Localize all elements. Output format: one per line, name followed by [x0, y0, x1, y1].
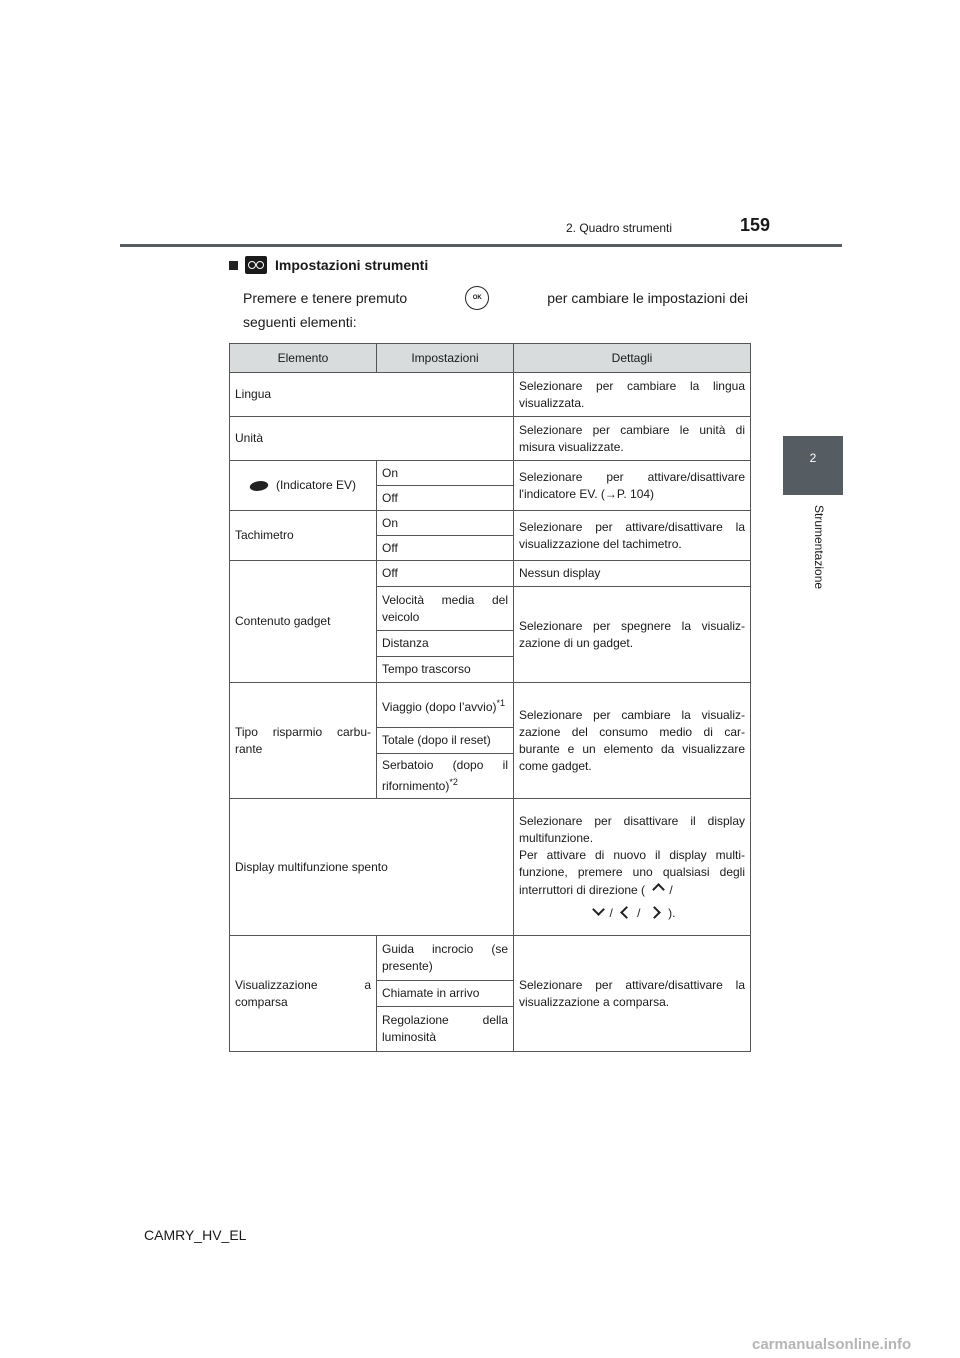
table-header-row — [230, 344, 751, 373]
cell-element: Contenuto gadget — [230, 561, 377, 683]
watermark: carmanualsonline.info — [752, 1336, 912, 1353]
intro-part2: per cambiare le impostazioni dei — [547, 290, 748, 306]
cell-setting: Distanza — [377, 631, 514, 657]
cell-element: Display multifunzione spento — [230, 799, 514, 936]
cell-setting: Totale (dopo il reset) — [377, 728, 514, 754]
chevron-left-icon — [620, 906, 633, 919]
table-row — [230, 561, 751, 587]
direction-icons: / / ). — [519, 905, 745, 922]
table-row — [230, 683, 751, 728]
col-header-elemento: Elemento — [230, 344, 377, 373]
table-row — [230, 417, 751, 461]
section-heading-text: Impostazioni strumenti — [275, 257, 429, 273]
cell-setting-text: Serbatoio (dopo il rifornimento) — [382, 758, 508, 793]
cell-details: Nessun display — [514, 561, 751, 587]
chevron-up-icon — [653, 883, 666, 896]
cell-setting: Off — [377, 486, 514, 511]
section-heading — [229, 256, 428, 274]
header-rule — [120, 244, 842, 247]
footnote-mark: *1 — [496, 697, 506, 708]
table-row — [230, 373, 751, 417]
cell-setting — [377, 683, 514, 728]
table-row — [230, 511, 751, 536]
header-section-title: 2. Quadro strumenti — [566, 221, 673, 235]
chevron-down-icon — [593, 903, 606, 916]
cell-details: Selezionare per cambiare la visualiz-zazione del consumo medio di car-burante e un elemento da visualizzare come gadget. — [514, 683, 751, 799]
details-line: Selezionare per disattivare il display multifunzione. — [519, 813, 745, 845]
chapter-label: Strumentazione — [812, 505, 826, 590]
cell-details: Selezionare per spegnere la visualiz-zazione di un gadget. — [514, 587, 751, 683]
cell-setting: On — [377, 461, 514, 486]
cell-setting — [377, 754, 514, 799]
cell-element — [230, 461, 377, 511]
cell-setting-text: Viaggio (dopo l’avvio) — [382, 699, 497, 714]
chevron-right-icon — [648, 906, 661, 919]
cell-details: Selezionare per cambiare le unità di misura visualizzate. — [514, 417, 751, 461]
ok-button-icon: OK — [465, 286, 489, 310]
cell-element: Visualizzazione a comparsa — [230, 936, 377, 1052]
page-number: 159 — [740, 215, 771, 235]
cell-details: Selezionare per attivare/disattivare l'indicatore EV. (→P. 104) — [514, 461, 751, 511]
gauge-settings-icon — [245, 256, 267, 274]
cell-setting: On — [377, 511, 514, 536]
table-row — [230, 799, 751, 936]
cell-element: Lingua — [230, 373, 514, 417]
model-code: CAMRY_HV_EL — [144, 1227, 247, 1243]
bullet-square-icon — [229, 261, 238, 270]
cell-setting: Chiamate in arrivo — [377, 981, 514, 1007]
cell-setting: Tempo trascorso — [377, 657, 514, 683]
cell-element-text: (Indicatore EV) — [275, 478, 357, 492]
cell-setting: Off — [377, 536, 514, 561]
table-row — [230, 936, 751, 981]
cell-element: Unità — [230, 417, 514, 461]
cell-element: Tachimetro — [230, 511, 377, 561]
footnote-mark: *2 — [449, 777, 458, 787]
chapter-tab: 2 — [783, 436, 843, 495]
cell-details: Selezionare per attivare/disattivare la visualizzazione a comparsa. — [514, 936, 751, 1052]
col-header-dettagli: Dettagli — [514, 344, 751, 373]
cell-details: Selezionare per attivare/disattivare la visualizzazione del tachimetro. — [514, 511, 751, 561]
cell-details — [514, 799, 751, 936]
intro-paragraph — [243, 286, 748, 334]
cell-details: Selezionare per cambiare la lingua visualizzata. — [514, 373, 751, 417]
cell-setting: Regolazione della luminosità — [377, 1007, 514, 1052]
settings-table — [229, 343, 751, 1052]
intro-part1: Premere e tenere premuto — [243, 290, 408, 306]
col-header-impostazioni: Impostazioni — [377, 344, 514, 373]
cell-setting: Velocità media del veicolo — [377, 587, 514, 631]
ev-indicator-icon — [248, 481, 270, 491]
table-row — [230, 461, 751, 486]
cell-setting: Guida incrocio (se presente) — [377, 936, 514, 981]
details-line: Per attivare di nuovo il display multi-funzione, premere uno qualsiasi degli interruttori di direzione ( / — [519, 847, 745, 897]
cell-element: Tipo risparmio carbu-rante — [230, 683, 377, 799]
intro-line2: seguenti elementi: — [243, 314, 357, 330]
cell-setting: Off — [377, 561, 514, 587]
